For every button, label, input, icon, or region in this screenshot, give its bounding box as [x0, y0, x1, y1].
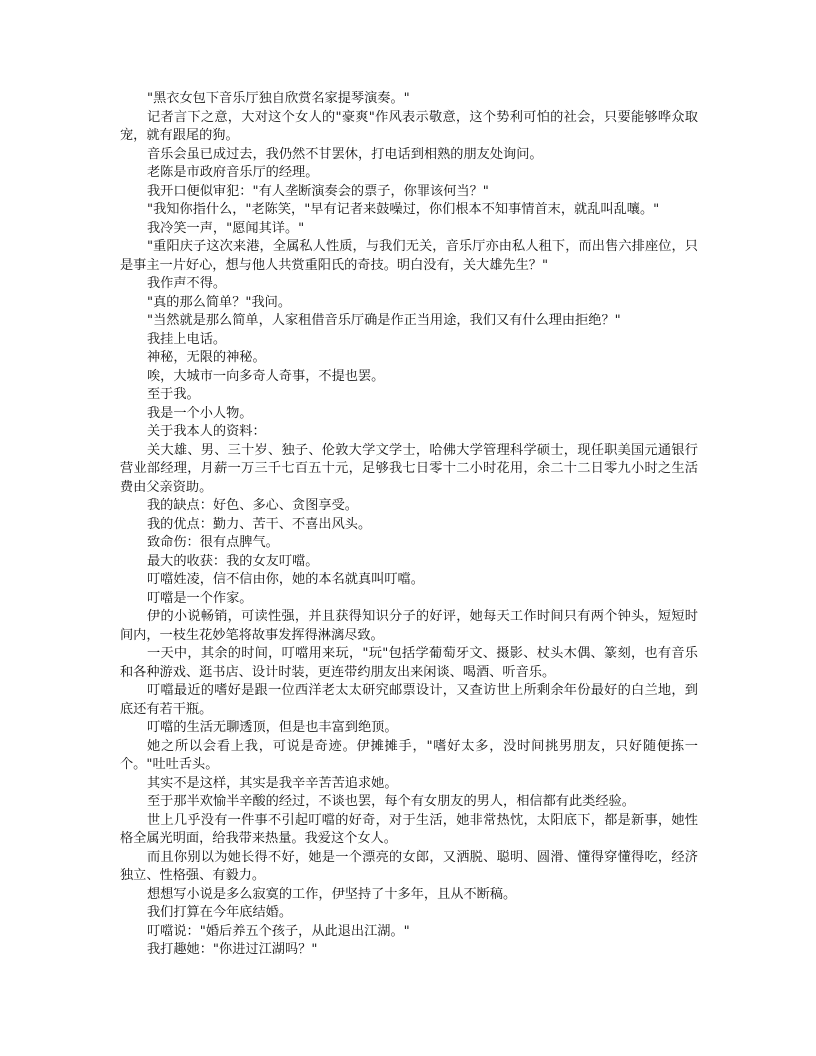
- paragraph: 我作声不得。: [147, 276, 227, 291]
- paragraph: 我开口便似审犯："有人垄断演奏会的票子，你罪该何当？": [147, 183, 489, 199]
- paragraph: 致命伤：很有点脾气。: [147, 535, 279, 550]
- document-page: [120, 90, 698, 960]
- paragraph: 至于那半欢愉半辛酸的经过，不谈也罢，每个有女朋友的男人，相信都有此类经验。: [147, 794, 635, 809]
- paragraph: 她之所以会看上我，可说是奇迹。伊摊摊手，"嗜好太多，没时间挑男朋友，只好随便拣一个。"吐吐舌头。: [120, 738, 698, 772]
- paragraph: "当然就是那么简单，人家租借音乐厅确是作正当用途，我们又有什么理由拒绝？": [147, 313, 621, 328]
- paragraph: 叮噹的生活无聊透顶，但是也丰富到绝顶。: [147, 720, 398, 735]
- paragraph: 我的优点：勤力、苦干、不喜出风头。: [147, 516, 372, 532]
- paragraph: 我们打算在今年底结婚。: [147, 905, 293, 920]
- paragraph: 记者言下之意，大对这个女人的"豪爽"作风表示敬意，这个势利可怕的社会，只要能够哗众取宠，就有跟尾的狗。: [120, 109, 698, 143]
- paragraph: 音乐会虽已成过去，我仍然不甘罢休，打电话到相熟的朋友处询问。: [147, 146, 543, 162]
- paragraph: 至于我。: [147, 387, 200, 402]
- paragraph: 唉，大城市一向多奇人奇事，不提也罢。: [147, 368, 385, 384]
- paragraph: 关于我本人的资料：: [147, 424, 266, 439]
- paragraph: 我冷笑一声，"愿闻其详。": [147, 220, 305, 236]
- paragraph: 叮噹最近的嗜好是跟一位西洋老太太研究邮票设计，又查访世上所剩余年份最好的白兰地，到底还有若干瓶。: [120, 683, 698, 717]
- paragraph: 一天中，其余的时间，叮噹用来玩，"玩"包括学葡萄牙文、摄影、杖头木偶、篆刻，也有音乐和各种游戏、逛书店、设计时装，更连带约朋友出来闲谈、喝酒、听音乐。: [120, 646, 698, 680]
- paragraph: 最大的收获：我的女友叮噹。: [147, 553, 319, 569]
- paragraph: 我是一个小人物。: [147, 405, 253, 421]
- paragraph: "重阳庆子这次来港，全属私人性质，与我们无关，音乐厅亦由私人租下，而出售六排座位，只是事主一片好心，想与他人共赏重阳氏的奇技。明白没有，关大雄先生？": [120, 239, 698, 273]
- paragraph: 关大雄、男、三十岁、独子、伦敦大学文学士，哈佛大学管理科学硕士，现任职美国元通银行营业部经理，月薪一万三千七百五十元，足够我七日零十二小时花用，余二十二日零九小时之生活费由父亲资助。: [120, 442, 698, 495]
- paragraph: "真的那么简单？"我问。: [147, 294, 292, 310]
- paragraph: 伊的小说畅销，可读性强，并且获得知识分子的好评，她每天工作时间只有两个钟头，短短时间内，一枝生花妙笔将故事发挥得淋漓尽致。: [120, 609, 698, 643]
- paragraph: 叮噹说："婚后养五个孩子，从此退出江湖。": [147, 923, 410, 939]
- paragraph: 神秘，无限的神秘。: [147, 350, 266, 365]
- paragraph: "我知你指什么，"老陈笑，"早有记者来鼓噪过，你们根本不知事情首末，就乱叫乱嚷。": [147, 202, 660, 217]
- paragraph: "黑衣女包下音乐厅独自欣赏名家提琴演奏。": [147, 91, 410, 106]
- paragraph: 世上几乎没有一件事不引起叮噹的好奇，对于生活，她非常热忱，太阳底下，都是新事，她性格全属光明面，给我带来热量。我爱这个女人。: [120, 812, 698, 846]
- paragraph: 叮噹是一个作家。: [147, 590, 253, 606]
- paragraph: 想想写小说是多么寂寞的工作，伊坚持了十多年，且从不断稿。: [147, 886, 517, 902]
- paragraph: 叮噹姓凌，信不信由你，她的本名就真叫叮噹。: [147, 572, 424, 587]
- paragraph: 而且你别以为她长得不好，她是一个漂亮的女郎，又洒脱、聪明、圆滑、懂得穿懂得吃，经济独立、性格强、有毅力。: [120, 849, 698, 883]
- paragraph: 老陈是市政府音乐厅的经理。: [147, 165, 319, 180]
- paragraph: 其实不是这样，其实是我辛辛苦苦追求她。: [147, 775, 398, 791]
- paragraph: 我挂上电话。: [147, 331, 227, 347]
- paragraph: 我打趣她："你进过江湖吗？": [147, 942, 318, 957]
- paragraph: 我的缺点：好色、多心、贪图享受。: [147, 498, 358, 513]
